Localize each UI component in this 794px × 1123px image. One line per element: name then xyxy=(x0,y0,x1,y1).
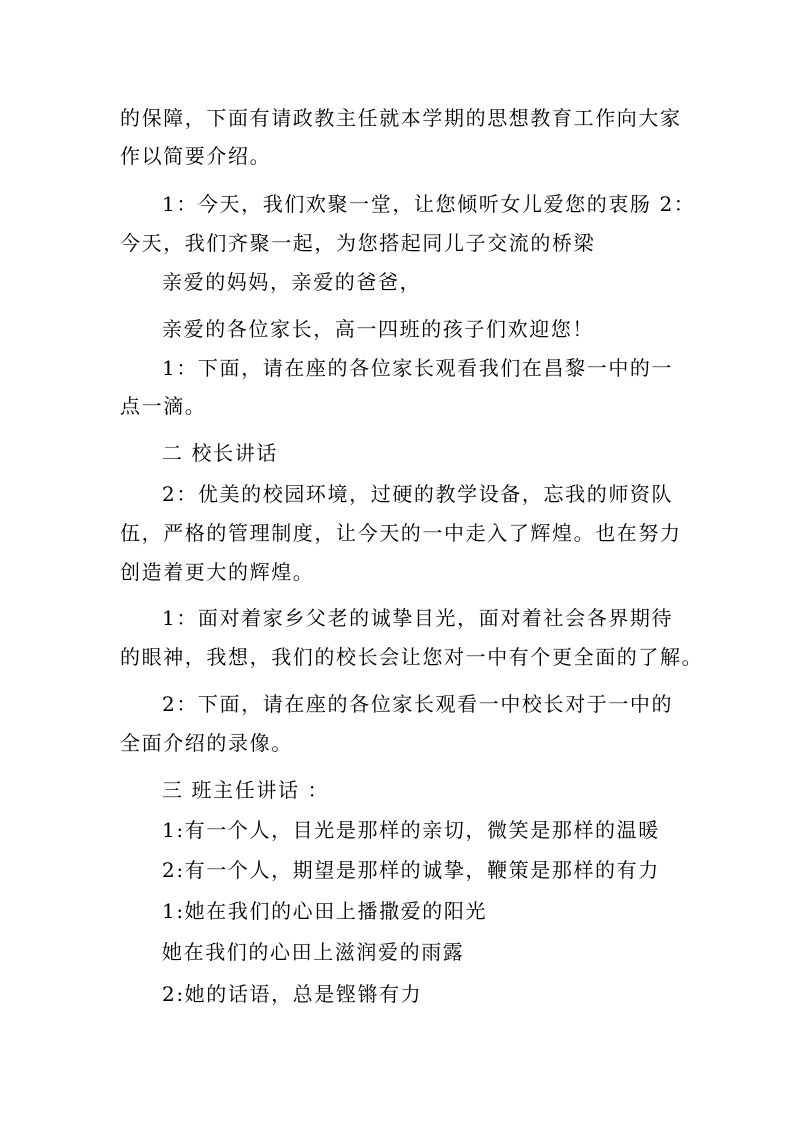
text-line-10: 2：优美的校园环境，过硬的教学设备，忘我的师资队 xyxy=(162,482,674,506)
text-line-17: 三 班主任讲话 ： xyxy=(162,778,330,802)
text-line-20: 1:她在我们的心田上播撒爱的阳光 xyxy=(162,899,488,923)
text-line-19: 2:有一个人，期望是那样的诚挚，鞭策是那样的有力 xyxy=(162,858,660,882)
text-line-5: 亲爱的妈妈，亲爱的爸爸， xyxy=(162,270,422,294)
text-line-11: 伍，严格的管理制度，让今天的一中走入了辉煌。也在努力 xyxy=(120,521,682,545)
text-line-3: 1：今天，我们欢聚一堂，让您倾听女儿爱您的衷肠 2： xyxy=(162,192,696,216)
text-line-12: 创造着更大的辉煌。 xyxy=(120,560,315,584)
text-line-14: 的眼神，我想，我们的校长会让您对一中有个更全面的了解。 xyxy=(120,645,704,669)
text-line-7: 1：下面，请在座的各位家长观看我们在昌黎一中的一 xyxy=(162,356,674,380)
text-line-9: 二 校长讲话 xyxy=(162,441,278,465)
text-line-8: 点一滴。 xyxy=(120,394,207,418)
text-line-18: 1:有一个人，目光是那样的亲切，微笑是那样的温暖 xyxy=(162,818,660,842)
text-line-2: 作以简要介绍。 xyxy=(120,144,272,168)
text-line-13: 1：面对着家乡父老的诚挚目光，面对着社会各界期待 xyxy=(162,606,674,630)
text-line-16: 全面介绍的录像。 xyxy=(120,731,293,755)
text-line-22: 2:她的话语，总是铿锵有力 xyxy=(162,982,423,1006)
text-line-4: 今天，我们齐聚一起，为您搭起同儿子交流的桥梁 xyxy=(120,231,596,255)
text-line-15: 2：下面，请在座的各位家长观看一中校长对于一中的 xyxy=(162,692,674,716)
text-line-1: 的保障，下面有请政教主任就本学期的思想教育工作向大家 xyxy=(120,106,682,130)
text-line-21: 她在我们的心田上滋润爱的雨露 xyxy=(162,940,465,964)
text-line-6: 亲爱的各位家长，高一四班的孩子们欢迎您！ xyxy=(162,317,594,341)
